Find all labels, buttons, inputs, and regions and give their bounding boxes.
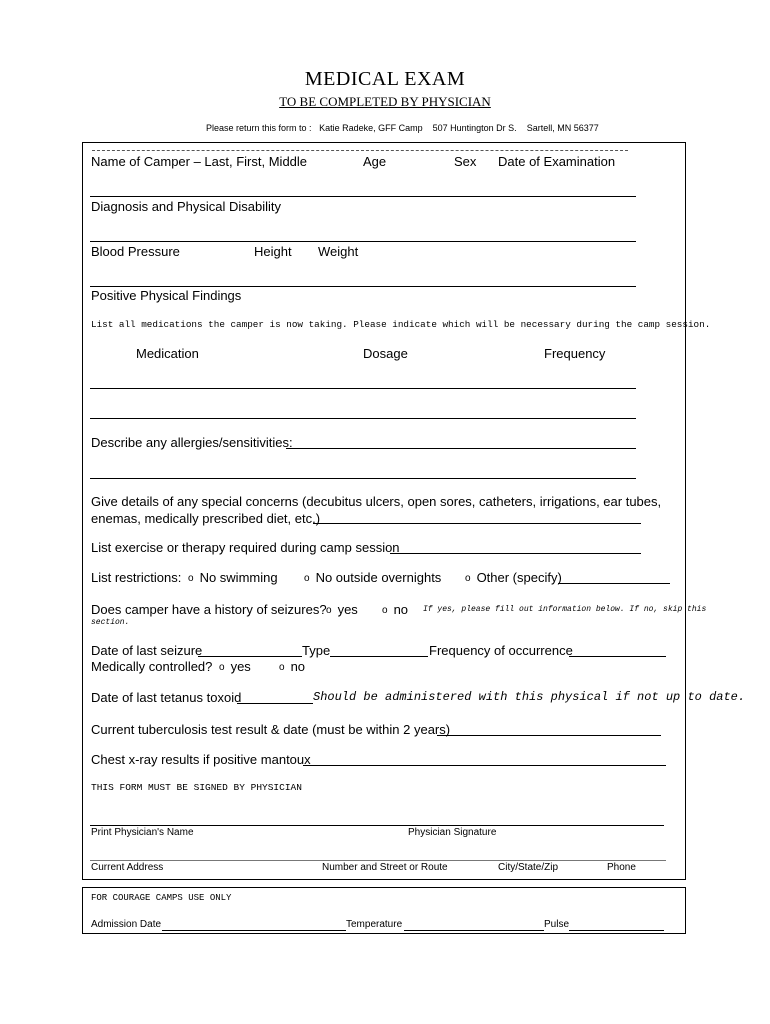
checkbox-circle-icon: o <box>219 662 225 673</box>
seizures-yes-option[interactable]: o yes <box>326 602 358 617</box>
checkbox-circle-icon: o <box>188 573 194 584</box>
special-concerns-label-2: enemas, medically prescribed diet, etc.) <box>91 511 321 526</box>
type-line[interactable] <box>330 656 428 657</box>
current-address-label: Current Address <box>91 862 164 873</box>
chest-xray-line[interactable] <box>303 765 666 766</box>
diagnosis-label: Diagnosis and Physical Disability <box>91 199 282 214</box>
print-name-label: Print Physician's Name <box>91 827 194 838</box>
controlled-yes-option[interactable]: o yes <box>219 659 251 674</box>
checkbox-circle-icon: o <box>304 573 310 584</box>
blood-pressure-label: Blood Pressure <box>91 244 180 259</box>
address-line[interactable] <box>90 860 666 861</box>
medication-line-2[interactable] <box>90 418 636 419</box>
date-exam-label: Date of Examination <box>498 154 616 169</box>
frequency-occurrence-label: Frequency of occurrence <box>429 643 573 658</box>
medications-note: List all medications the camper is now taking. Please indicate which will be necessary during the camp session. <box>91 319 711 330</box>
restrictions-label: List restrictions: <box>91 570 182 585</box>
seizure-note-2: section. <box>91 618 130 627</box>
frequency-col-header: Frequency <box>544 346 606 361</box>
exercise-label: List exercise or therapy required during camp session <box>91 540 400 555</box>
name-label: Name of Camper – Last, First, Middle <box>91 154 308 169</box>
tetanus-note: Should be administered with this physical if not up to date. <box>313 690 746 704</box>
last-seizure-label: Date of last seizure <box>91 643 203 658</box>
allergies-line-2[interactable] <box>90 478 636 479</box>
no-swimming-option[interactable]: o No swimming <box>188 570 278 585</box>
courage-camps-header: FOR COURAGE CAMPS USE ONLY <box>91 893 232 903</box>
medication-line-1[interactable] <box>90 388 636 389</box>
name-line[interactable] <box>90 196 636 197</box>
checkbox-circle-icon: o <box>382 605 388 616</box>
page-subtitle: TO BE COMPLETED BY PHYSICIAN <box>279 94 491 109</box>
temperature-line[interactable] <box>404 930 544 931</box>
special-concerns-label-1: Give details of any special concerns (decubitus ulcers, open sores, catheters, irrigations, ear tubes, <box>91 494 662 509</box>
tetanus-label: Date of last tetanus toxoid <box>91 690 242 705</box>
seizures-no-option[interactable]: o no <box>382 602 409 617</box>
checkbox-circle-icon: o <box>326 605 332 616</box>
pulse-label: Pulse <box>544 919 570 930</box>
sex-label: Sex <box>454 154 477 169</box>
height-label: Height <box>254 244 292 259</box>
admission-date-label: Admission Date <box>91 919 162 930</box>
last-seizure-line[interactable] <box>198 656 302 657</box>
checkbox-circle-icon: o <box>465 573 471 584</box>
medically-controlled-label: Medically controlled? <box>91 659 213 674</box>
positive-findings-label: Positive Physical Findings <box>91 288 242 303</box>
seizures-question: Does camper have a history of seizures? <box>91 602 327 617</box>
tb-test-label: Current tuberculosis test result & date (must be within 2 years) <box>91 722 451 737</box>
physician-line[interactable] <box>90 825 664 826</box>
controlled-no-option[interactable]: o no <box>279 659 306 674</box>
medication-col-header: Medication <box>136 346 199 361</box>
top-rule <box>92 150 628 151</box>
special-concerns-line[interactable] <box>313 523 641 524</box>
tb-test-line[interactable] <box>437 735 661 736</box>
city-state-zip-label: City/State/Zip <box>498 862 559 873</box>
phone-label: Phone <box>607 862 636 873</box>
page-title: MEDICAL EXAM <box>304 68 466 90</box>
allergies-line[interactable] <box>286 448 636 449</box>
must-sign-notice: THIS FORM MUST BE SIGNED BY PHYSICIAN <box>91 782 302 793</box>
return-instructions: Please return this form to : Katie Radeke, GFF Camp 507 Huntington Dr S. Sartell, MN 56377 <box>206 123 599 133</box>
temperature-label: Temperature <box>346 919 403 930</box>
tetanus-line[interactable] <box>237 703 313 704</box>
street-label: Number and Street or Route <box>322 862 448 873</box>
signature-label: Physician Signature <box>408 827 497 838</box>
no-overnights-option[interactable]: o No outside overnights <box>304 570 442 585</box>
chest-xray-label: Chest x-ray results if positive mantoux <box>91 752 311 767</box>
exercise-line[interactable] <box>390 553 641 554</box>
frequency-occurrence-line[interactable] <box>569 656 666 657</box>
weight-label: Weight <box>318 244 359 259</box>
other-option[interactable]: o Other (specify) <box>465 570 562 585</box>
dosage-col-header: Dosage <box>363 346 408 361</box>
type-label: Type <box>302 643 331 658</box>
age-label: Age <box>363 154 387 169</box>
allergies-label: Describe any allergies/sensitivities: <box>91 435 293 450</box>
diagnosis-line[interactable] <box>90 241 636 242</box>
seizure-note: If yes, please fill out information below. If no, skip this <box>423 605 707 614</box>
admission-date-line[interactable] <box>162 930 346 931</box>
vitals-line[interactable] <box>90 286 636 287</box>
pulse-line[interactable] <box>569 930 664 931</box>
other-specify-line[interactable] <box>558 583 670 584</box>
checkbox-circle-icon: o <box>279 662 285 673</box>
